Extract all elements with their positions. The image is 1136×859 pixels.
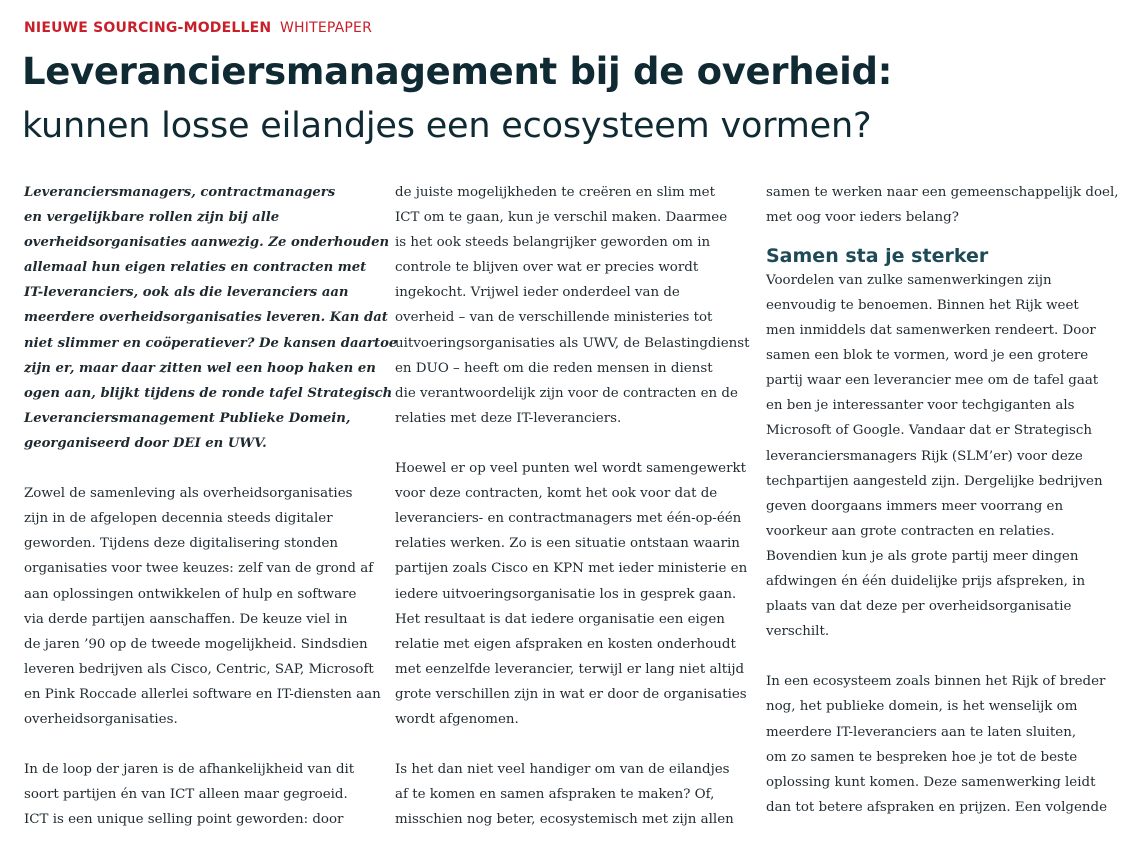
section-heading: Samen sta je sterker: [766, 244, 989, 267]
text-line: Leveranciersmanagement Publieke Domein,: [24, 410, 351, 426]
page-title: Leveranciersmanagement bij de overheid:: [22, 50, 893, 93]
text-line: dan tot betere afspraken en prijzen. Een volgende: [766, 799, 1108, 815]
body-paragraph: [766, 268, 1106, 644]
text-line: nog, het publieke domein, is het wenselijk om: [766, 699, 1078, 715]
section-label: NIEUWE SOURCING-MODELLEN: [24, 20, 272, 36]
text-line: relaties werken. Zo is een situatie ontstaan waarin: [395, 536, 740, 552]
document-type-label: WHITEPAPER: [279, 20, 373, 36]
text-line: oplossing kunt komen. Deze samenwerking leidt: [766, 774, 1096, 790]
text-line: die verantwoordelijk zijn voor de contracten en de: [395, 385, 738, 401]
body-paragraph: [766, 180, 1119, 230]
text-line: zijn in de afgelopen decennia steeds digitaler: [24, 511, 333, 527]
text-line: afdwingen én één duidelijke prijs afspreken, in: [766, 574, 1086, 589]
text-line: Het resultaat is dat iedere organisatie een eigen: [395, 611, 725, 627]
text-line: met eenzelfde leverancier, terwijl er lang niet altijd: [395, 661, 745, 677]
text-line: relatie met eigen afspraken en kosten onderhoudt: [395, 636, 736, 652]
text-line: wordt afgenomen.: [395, 711, 519, 727]
text-line: grote verschillen zijn in wat er door de organisaties: [395, 686, 747, 702]
text-line: In een ecosysteem zoals binnen het Rijk of breder: [766, 674, 1106, 690]
page-subtitle: kunnen losse eilandjes een ecosysteem vormen?: [22, 106, 872, 146]
text-line: Is het dan niet veel handiger om van de eilandjes: [395, 762, 730, 778]
body-paragraph: [395, 180, 750, 431]
text-line: en vergelijkbare rollen zijn bij alle: [24, 210, 280, 226]
column-1: [24, 180, 398, 832]
text-line: overheid – van de verschillende ministeries tot: [395, 310, 713, 326]
text-line: men inmiddels dat samenwerken rendeert. Door: [766, 323, 1096, 339]
lead-paragraph: [24, 180, 398, 456]
text-line: relaties met deze IT-leveranciers.: [395, 410, 622, 426]
text-line: via derde partijen aanschaffen. De keuze viel in: [24, 611, 348, 627]
text-line: partijen zoals Cisco en KPN met ieder ministerie en: [395, 561, 748, 577]
text-line: georganiseerd door DEI en UWV.: [24, 435, 267, 451]
text-line: zijn er, maar daar zitten wel een hoop haken en: [24, 360, 376, 376]
text-line: ingekocht. Vrijwel ieder onderdeel van de: [395, 285, 680, 301]
column-2: [395, 180, 750, 832]
text-line: niet slimmer en coöperatiever? De kansen daartoe: [24, 335, 398, 351]
text-line: eenvoudig te benoemen. Binnen het Rijk weet: [766, 297, 1079, 313]
text-line: samen een blok te vormen, word je een grotere: [766, 348, 1089, 364]
text-line: voor deze contracten, komt het ook voor dat de: [395, 486, 718, 502]
text-line: om zo samen te bespreken hoe je tot de beste: [766, 749, 1078, 765]
text-line: ogen aan, blijkt tijdens de ronde tafel Strategisch: [24, 385, 393, 401]
body-paragraph: [395, 757, 740, 832]
text-line: In de loop der jaren is de afhankelijkheid van dit: [24, 762, 355, 778]
text-line: en Pink Roccade allerlei software en IT-diensten aan: [24, 686, 381, 702]
text-line: de jaren ’90 op de tweede mogelijkheid. Sindsdien: [24, 636, 368, 652]
text-line: aan oplossingen ontwikkelen of hulp en software: [24, 586, 357, 602]
column-3: [766, 180, 1119, 820]
text-line: plaats van dat deze per overheidsorganisatie: [766, 599, 1072, 615]
text-line: en ben je interessanter voor techgiganten als: [766, 398, 1075, 414]
text-line: Microsoft of Google. Vandaar dat er Strategisch: [766, 423, 1092, 439]
text-line: samen te werken naar een gemeenschappelijk doel,: [766, 185, 1119, 200]
text-line: Bovendien kun je als grote partij meer dingen: [766, 548, 1079, 564]
text-line: allemaal hun eigen relaties en contracten met: [24, 260, 367, 276]
text-line: met oog voor ieders belang?: [766, 210, 959, 226]
text-line: controle te blijven over wat er precies wordt: [395, 260, 699, 276]
text-line: iedere uitvoeringsorganisatie los in gesprek gaan.: [395, 586, 737, 602]
text-line: meerdere IT-leveranciers aan te laten sluiten,: [766, 724, 1077, 740]
text-line: IT-leveranciers, ook als die leveranciers aan: [24, 285, 349, 301]
text-line: en DUO – heeft om die reden mensen in dienst: [395, 360, 713, 376]
text-line: is het ook steeds belangrijker geworden om in: [395, 235, 711, 251]
body-paragraph: [766, 669, 1106, 820]
text-line: overheidsorganisaties aanwezig. Ze onderhouden: [24, 235, 390, 251]
text-line: af te komen en samen afspraken te maken? Of,: [395, 787, 715, 803]
text-line: uitvoeringsorganisaties als UWV, de Belastingdienst: [395, 335, 750, 351]
text-line: leveren bedrijven als Cisco, Centric, SAP, Microsoft: [24, 661, 374, 677]
kicker: [24, 20, 372, 36]
text-line: geworden. Tijdens deze digitalisering stonden: [24, 536, 339, 552]
text-line: organisaties voor twee keuzes: zelf van de grond af: [24, 561, 374, 577]
text-line: techpartijen aangesteld zijn. Dergelijke bedrijven: [766, 473, 1103, 489]
text-line: ICT is een unique selling point geworden: door: [24, 812, 344, 828]
body-paragraph: [24, 481, 381, 732]
text-line: soort partijen én van ICT alleen maar gegroeid.: [24, 787, 348, 803]
text-line: de juiste mogelijkheden te creëren en slim met: [395, 185, 715, 200]
text-line: leveranciersmanagers Rijk (SLM’er) voor deze: [766, 448, 1083, 464]
text-line: overheidsorganisaties.: [24, 711, 178, 727]
text-line: leveranciers- en contractmanagers met één-op-één: [395, 511, 742, 527]
text-line: Voordelen van zulke samenwerkingen zijn: [766, 272, 1052, 288]
text-line: Leveranciersmanagers, contractmanagers: [24, 185, 336, 200]
text-line: ICT om te gaan, kun je verschil maken. Daarmee: [395, 210, 728, 226]
text-line: geven doorgaans immers meer voorrang en: [766, 498, 1064, 514]
body-paragraph: [395, 456, 748, 732]
body-paragraph: [24, 757, 374, 832]
text-line: misschien nog beter, ecosystemisch met zijn allen: [395, 812, 734, 828]
text-line: Hoewel er op veel punten wel wordt samengewerkt: [395, 461, 746, 477]
text-line: Zowel de samenleving als overheidsorganisaties: [24, 486, 353, 502]
text-line: partij waar een leverancier mee om de tafel gaat: [766, 373, 1099, 389]
text-line: meerdere overheidsorganisaties leveren. Kan dat: [24, 310, 388, 326]
text-line: voorkeur aan grote contracten en relaties.: [766, 523, 1055, 539]
text-line: verschilt.: [766, 624, 830, 640]
